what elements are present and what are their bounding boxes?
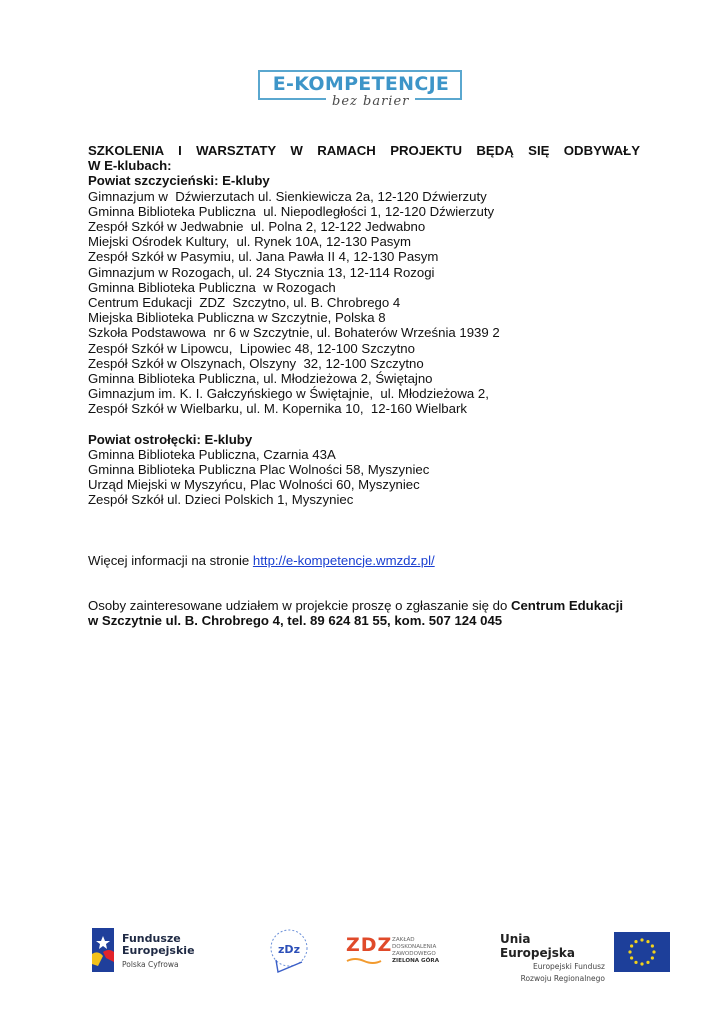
fe-line3: Polska Cyfrowa: [122, 960, 179, 969]
eu-star-icon: [634, 961, 637, 964]
club-list-item: Zespół Szkół w Wielbarku, ul. M. Kopernika 10, 12-160 Wielbark: [88, 401, 467, 417]
zdz-line3: ZAWODOWEGO: [392, 951, 436, 957]
section-powiat-ostrolecki: [88, 432, 640, 508]
club-list: [88, 189, 640, 417]
club-list-item: Gminna Biblioteka Publiczna Plac Wolności 58, Myszyniec: [88, 462, 430, 478]
unia-europejska-text: [500, 932, 605, 984]
eu-star-icon: [651, 944, 654, 947]
eu-star-icon: [640, 962, 643, 965]
club-list: [88, 447, 640, 508]
fe-line2: Europejskie: [122, 944, 195, 957]
zdz-mark: ZDZ: [346, 934, 393, 956]
zdz-warmia-mazury-logo: [264, 926, 314, 976]
club-list-item: Gminna Biblioteka Publiczna, Czarnia 43A: [88, 446, 336, 462]
club-list-item: Centrum Edukacji ZDZ Szczytno, ul. B. Chrobrego 4: [88, 295, 401, 311]
section-title: Powiat ostrołęcki: E-kluby: [88, 431, 253, 447]
project-website-link[interactable]: http://e-kompetencje.wmzdz.pl/: [252, 552, 435, 568]
eu-star-icon: [630, 944, 633, 947]
section-title: Powiat szczycieński: E-kluby: [88, 173, 270, 189]
zdz-zielona-gora-logo: [346, 934, 456, 974]
club-list-item: Miejski Ośrodek Kultury, ul. Rynek 10A, 12-130 Pasym: [88, 234, 411, 250]
club-list-item: Zespół Szkół w Olszynach, Olszyny 32, 12-100 Szczytno: [88, 355, 424, 371]
zdz-line1: ZAKŁAD: [392, 937, 415, 943]
club-list-item: Gminna Biblioteka Publiczna ul. Niepodległości 1, 12-120 Dźwierzuty: [88, 203, 495, 219]
club-list-item: Gminna Biblioteka Publiczna, ul. Młodzieżowa 2, Świętajno: [88, 371, 433, 387]
club-list-item: Zespół Szkół w Lipowcu, Lipowiec 48, 12-100 Szczytno: [88, 340, 415, 356]
club-list-item: Zespół Szkół w Pasymiu, ul. Jana Pawła II 4, 12-130 Pasym: [88, 249, 439, 265]
zdz-warmia-mark: zDz: [278, 943, 300, 956]
logo-title: E-KOMPETENCJE: [272, 73, 450, 95]
section-powiat-szczycienski: [88, 173, 640, 416]
logo-subtitle: bez barier: [326, 95, 415, 109]
contact-organization: Centrum Edukacji: [510, 597, 624, 613]
eu-star-icon: [651, 956, 654, 959]
club-list-item: Gimnazjum im. K. I. Gałczyńskiego w Świętajnie, ul. Młodzieżowa 2,: [88, 386, 489, 402]
ue-line1: Unia Europejska: [500, 932, 575, 960]
document-subheading: W E-klubach:: [88, 158, 172, 174]
fundusze-europejskie-logo: [92, 928, 252, 974]
eu-star-icon: [652, 950, 655, 953]
club-list-item: Gimnazjum w Dźwierzutach ul. Sienkiewicza 2a, 12-120 Dźwierzuty: [88, 188, 487, 204]
document-heading: SZKOLENIA I WARSZTATY W RAMACH PROJEKTU BĘDĄ SIĘ ODBYWAŁY: [88, 143, 640, 158]
club-list-item: Zespół Szkół w Jedwabnie ul. Polna 2, 12-122 Jedwabno: [88, 219, 426, 235]
more-info-text: Więcej informacji na stronie: [88, 552, 253, 568]
document-body: [88, 143, 640, 628]
club-list-item: Gimnazjum w Rozogach, ul. 24 Stycznia 13, 12-114 Rozogi: [88, 264, 435, 280]
fe-line1: Fundusze: [122, 932, 181, 945]
fe-flag-icon: [92, 928, 114, 972]
club-list-item: Urząd Miejski w Myszyńcu, Plac Wolności 60, Myszyniec: [88, 477, 420, 493]
footer-logos: [0, 920, 724, 983]
eu-star-icon: [646, 940, 649, 943]
eu-star-icon: [628, 950, 631, 953]
zdz-wave-icon: [346, 957, 382, 965]
contact-address-phone: w Szczytnie ul. B. Chrobrego 4, tel. 89 624 81 55, kom. 507 124 045: [88, 613, 503, 629]
eu-star-icon: [634, 940, 637, 943]
contact-paragraph: [88, 598, 640, 628]
more-info-line: [88, 553, 640, 568]
eu-star-icon: [640, 938, 643, 941]
contact-text: Osoby zainteresowane udziałem w projekcie proszę o zgłaszanie się do: [88, 597, 511, 613]
eu-flag-icon: [614, 932, 670, 972]
zdz-line2: DOSKONALENIA: [392, 944, 437, 950]
ue-line3: Rozwoju Regionalnego: [520, 974, 605, 983]
club-list-item: Miejska Biblioteka Publiczna w Szczytnie, Polska 8: [88, 310, 386, 326]
ue-line2: Europejski Fundusz: [533, 962, 605, 971]
eu-star-icon: [630, 956, 633, 959]
eu-star-icon: [646, 961, 649, 964]
e-kompetencje-logo: [258, 70, 464, 110]
club-list-item: Gminna Biblioteka Publiczna w Rozogach: [88, 279, 336, 295]
club-list-item: Zespół Szkół ul. Dzieci Polskich 1, Myszyniec: [88, 492, 354, 508]
zdz-line4: ZIELONA GÓRA: [392, 958, 440, 964]
club-list-item: Szkoła Podstawowa nr 6 w Szczytnie, ul. Bohaterów Września 1939 2: [88, 325, 500, 341]
